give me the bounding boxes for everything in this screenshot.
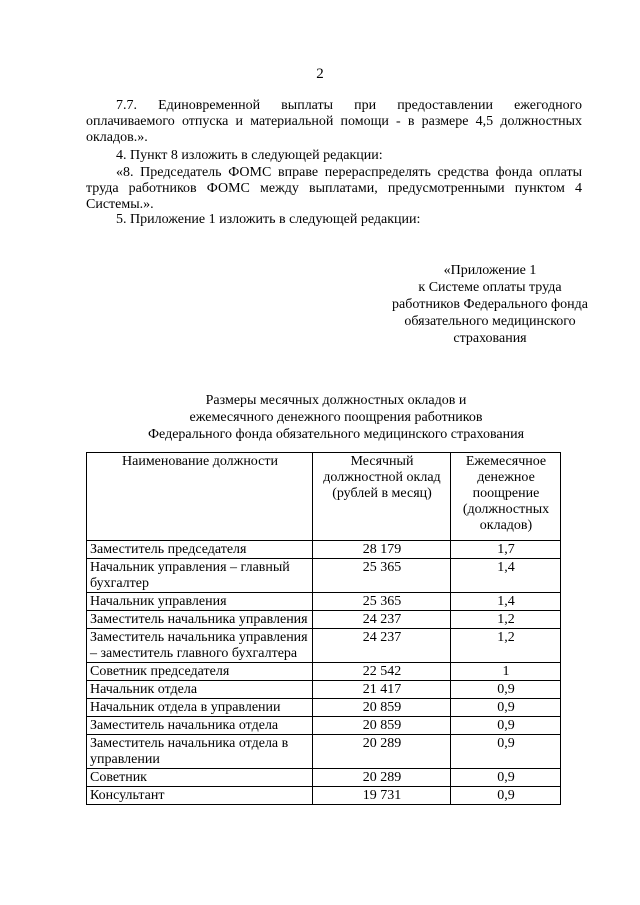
cell-salary: 28 179 xyxy=(313,541,451,559)
cell-salary: 25 365 xyxy=(313,593,451,611)
cell-position: Заместитель председателя xyxy=(87,541,313,559)
table-row xyxy=(87,787,561,805)
table-row xyxy=(87,735,561,769)
salary-table xyxy=(86,452,561,805)
cell-salary: 20 859 xyxy=(313,699,451,717)
cell-bonus: 0,9 xyxy=(451,681,561,699)
cell-position: Консультант xyxy=(87,787,313,805)
header-bonus: Ежемесячное денежное поощрение (должностных окладов) xyxy=(451,453,561,541)
cell-position: Начальник управления – главный бухгалтер xyxy=(87,559,313,593)
table-row xyxy=(87,593,561,611)
appendix-line: к Системе оплаты труда xyxy=(418,280,562,295)
cell-position: Начальник отдела xyxy=(87,681,313,699)
cell-salary: 20 289 xyxy=(313,735,451,769)
cell-salary: 22 542 xyxy=(313,663,451,681)
cell-position: Начальник управления xyxy=(87,593,313,611)
cell-bonus: 0,9 xyxy=(451,699,561,717)
cell-salary: 20 289 xyxy=(313,769,451,787)
table-row xyxy=(87,663,561,681)
cell-salary: 20 859 xyxy=(313,717,451,735)
cell-bonus: 1,2 xyxy=(451,611,561,629)
paragraph-item-5: 5. Приложение 1 изложить в следующей редакции: xyxy=(116,212,421,227)
table-row xyxy=(87,611,561,629)
paragraph-line: 7.7. Единовременной выплаты при предоставлении ежегодного xyxy=(116,98,582,113)
cell-bonus: 1,4 xyxy=(451,593,561,611)
cell-position: Начальник отдела в управлении xyxy=(87,699,313,717)
table-row xyxy=(87,541,561,559)
table-row xyxy=(87,681,561,699)
appendix-header xyxy=(362,262,618,347)
cell-position: Заместитель начальника управления xyxy=(87,611,313,629)
paragraph-item-8 xyxy=(86,165,582,213)
header-position: Наименование должности xyxy=(87,453,313,541)
table-row xyxy=(87,699,561,717)
table-row xyxy=(87,717,561,735)
appendix-line: обязательного медицинского xyxy=(404,314,576,329)
paragraph-line: окладов.». xyxy=(86,130,148,145)
table-row xyxy=(87,769,561,787)
cell-bonus: 0,9 xyxy=(451,735,561,769)
cell-salary: 24 237 xyxy=(313,629,451,663)
paragraph-line: оплачиваемого отпуска и материальной помощи - в размере 4,5 должностных xyxy=(86,114,582,129)
paragraph-line: Системы.». xyxy=(86,197,154,212)
table-title xyxy=(86,392,586,443)
cell-position: Советник xyxy=(87,769,313,787)
table-title-line: Размеры месячных должностных окладов и xyxy=(205,393,467,408)
cell-bonus: 1,2 xyxy=(451,629,561,663)
cell-bonus: 0,9 xyxy=(451,787,561,805)
cell-salary: 24 237 xyxy=(313,611,451,629)
cell-position: Заместитель начальника отдела в управлении xyxy=(87,735,313,769)
table-row xyxy=(87,629,561,663)
table-header-row xyxy=(87,453,561,541)
page-number: 2 xyxy=(316,66,324,82)
paragraph-line: труда работников ФОМС между выплатами, предусмотренными пунктом 4 xyxy=(86,181,582,196)
table-row xyxy=(87,559,561,593)
header-salary: Месячный должностной оклад (рублей в месяц) xyxy=(313,453,451,541)
table-title-line: Федерального фонда обязательного медицинского страхования xyxy=(147,427,525,442)
paragraph-line: «8. Председатель ФОМС вправе перераспределять средства фонда оплаты xyxy=(116,165,582,180)
cell-position: Заместитель начальника управления – заместитель главного бухгалтера xyxy=(87,629,313,663)
cell-bonus: 0,9 xyxy=(451,769,561,787)
table-title-line: ежемесячного денежного поощрения работников xyxy=(189,410,483,425)
cell-bonus: 1,4 xyxy=(451,559,561,593)
cell-position: Заместитель начальника отдела xyxy=(87,717,313,735)
appendix-line: «Приложение 1 xyxy=(443,263,537,278)
cell-salary: 19 731 xyxy=(313,787,451,805)
cell-bonus: 1,7 xyxy=(451,541,561,559)
cell-position: Советник председателя xyxy=(87,663,313,681)
cell-bonus: 1 xyxy=(451,663,561,681)
appendix-line: страхования xyxy=(453,331,527,346)
paragraph-7-7 xyxy=(86,98,582,146)
appendix-line: работников Федерального фонда xyxy=(392,297,588,312)
cell-salary: 21 417 xyxy=(313,681,451,699)
cell-salary: 25 365 xyxy=(313,559,451,593)
paragraph-item-4: 4. Пункт 8 изложить в следующей редакции: xyxy=(116,148,383,163)
cell-bonus: 0,9 xyxy=(451,717,561,735)
table-body xyxy=(87,541,561,805)
